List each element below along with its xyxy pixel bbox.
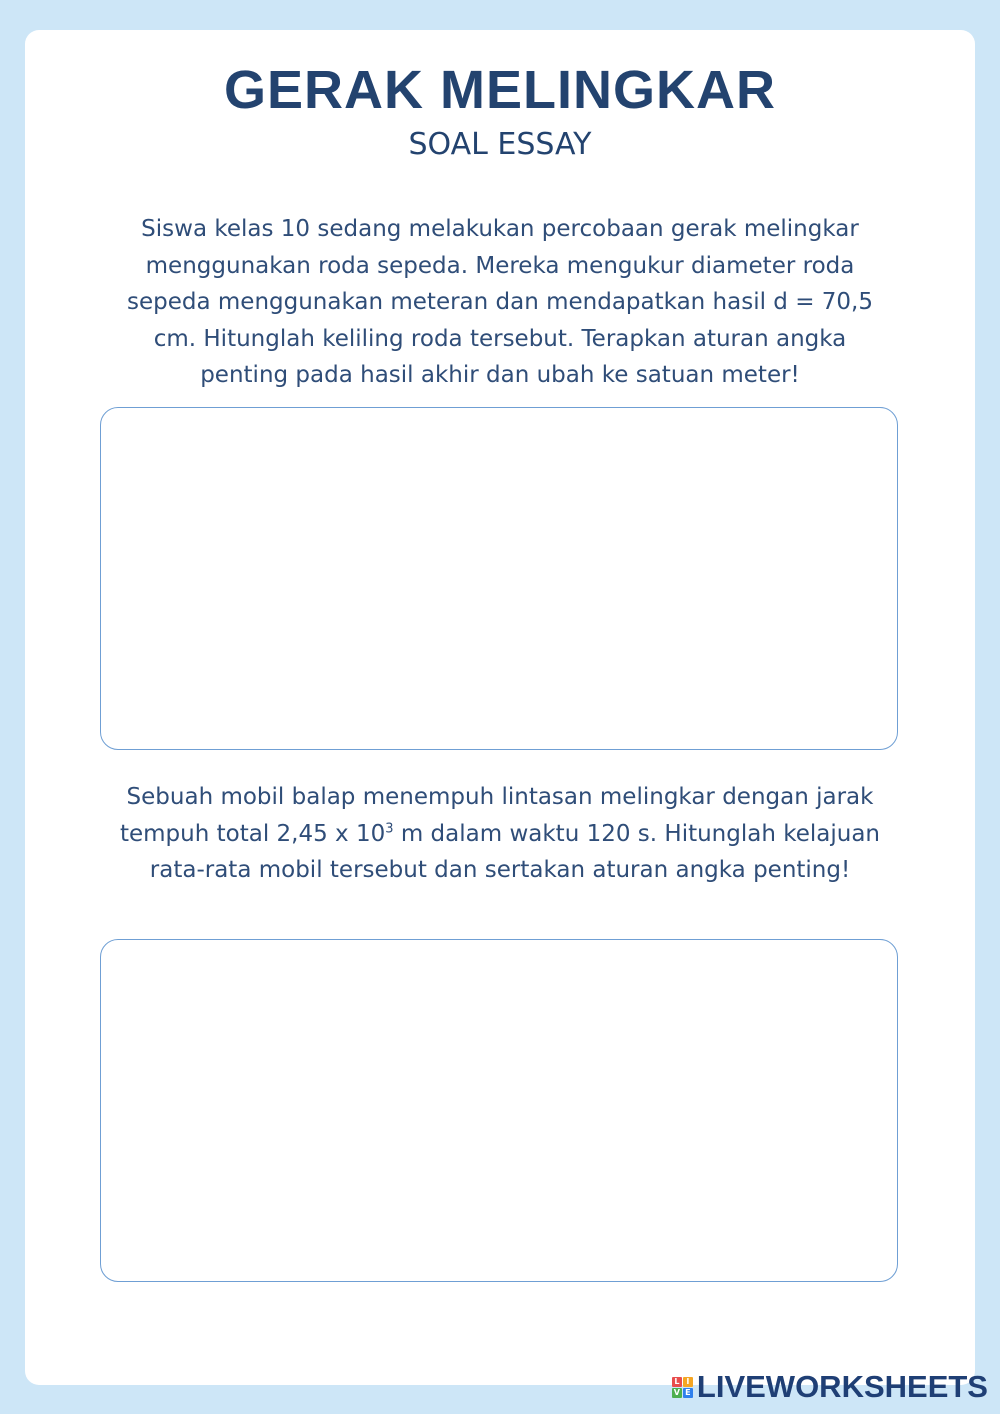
- answer-box-1[interactable]: [100, 407, 898, 750]
- logo-letter-e: E: [683, 1388, 693, 1398]
- question-1-text: Siswa kelas 10 sedang melakukan percobaan gerak melingkar menggunakan roda sepeda. Mereka mengukur diameter roda sepeda menggunakan meteran dan mendapatkan hasil d = 70,5 cm. Hitunglah keliling roda tersebut. Terapkan aturan angka penting pada hasil akhir dan ubah ke satuan meter!: [127, 216, 873, 388]
- logo-letter-l: L: [672, 1377, 682, 1387]
- liveworksheets-wordmark: LIVEWORKSHEETS: [696, 1369, 988, 1404]
- answer-box-2[interactable]: [100, 939, 898, 1282]
- worksheet-title: GERAK MELINGKAR: [224, 60, 776, 120]
- liveworksheets-brand: [672, 1370, 988, 1404]
- logo-letter-v: V: [673, 1387, 680, 1397]
- liveworksheets-logo-icon: [672, 1377, 693, 1398]
- logo-letter-i: I: [683, 1377, 693, 1387]
- question-2-text-after: m dalam waktu 120 s. Hitunglah kelajuan rata-rata mobil tersebut dan sertakan aturan angka penting!: [149, 820, 881, 883]
- worksheet-subtitle: SOAL ESSAY: [408, 127, 592, 162]
- question-2-exponent: 3: [385, 820, 394, 836]
- question-2-text-before: Sebuah mobil balap menempuh lintasan melingkar dengan jarak tempuh total 2,45 x 10: [119, 784, 874, 847]
- question-2-text: [110, 779, 890, 889]
